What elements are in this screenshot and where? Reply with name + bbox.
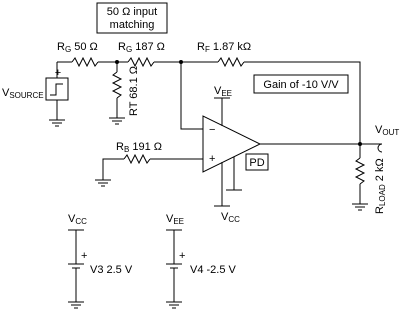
op-amp-noninverting-sign: + (209, 153, 216, 165)
input-matching-note (97, 3, 167, 33)
vsource (2, 62, 68, 126)
wire-rb-to-ground (103, 159, 124, 180)
wire-to-inverting-input (181, 62, 203, 129)
resistor-rload (352, 144, 387, 214)
gain-text: Gain of -10 V/V (263, 79, 339, 91)
pd-label: PD (249, 157, 265, 169)
vout-label: VOUT (375, 124, 400, 137)
v4-label: V4 -2.5 V (190, 264, 236, 276)
rg2-label: RG 187 Ω (118, 41, 165, 54)
v3-label: V3 2.5 V (90, 264, 133, 276)
op-amp (203, 85, 268, 224)
supply-v3 (68, 213, 133, 308)
v4-net-label: VEE (166, 213, 185, 226)
rg1-zigzag (72, 58, 98, 66)
v4-ground-icon (166, 302, 182, 308)
rb-zigzag (124, 155, 150, 163)
input-matching-line1: 50 Ω input (106, 6, 158, 18)
rt-zigzag (113, 72, 121, 98)
op-amp-vee-label: VEE (214, 85, 233, 98)
rf-label: RF 1.87 kΩ (197, 41, 252, 54)
vsource-plus-sign: + (54, 67, 62, 79)
rt-label: RT 68.1 Ω (128, 66, 140, 117)
vout-terminal-icon (378, 144, 382, 152)
vsource-label (2, 87, 44, 100)
wire-feedback-to-output (244, 62, 360, 144)
vsource-ground-icon (49, 120, 65, 126)
v4-plus-sign: + (179, 250, 186, 262)
resistor-rb (116, 141, 162, 163)
rg2-zigzag (128, 58, 154, 66)
supply-v4 (166, 213, 237, 308)
op-amp-vcc-label: VCC (221, 211, 240, 224)
rload-label: RLOAD 2 kΩ (374, 158, 387, 214)
v3-ground-icon (68, 302, 84, 308)
rb-label: RB 191 Ω (116, 141, 162, 154)
rload-ground-icon (352, 204, 368, 210)
vsource-label-main: V (2, 87, 10, 99)
rg1-label: RG 50 Ω (57, 41, 98, 54)
pulse-source-box (46, 78, 68, 100)
rb-ground-icon (95, 180, 111, 186)
vsource-label-sub: SOURCE (9, 91, 44, 100)
rt-ground-icon (109, 118, 125, 124)
v3-net-label: VCC (68, 213, 87, 226)
rf-zigzag (218, 58, 244, 66)
resistor-rt (109, 62, 140, 124)
v3-plus-sign: + (81, 250, 88, 262)
op-amp-inverting-sign: − (209, 124, 216, 136)
gain-note (254, 75, 348, 93)
input-matching-line2: matching (109, 19, 155, 31)
rload-zigzag (356, 158, 364, 184)
